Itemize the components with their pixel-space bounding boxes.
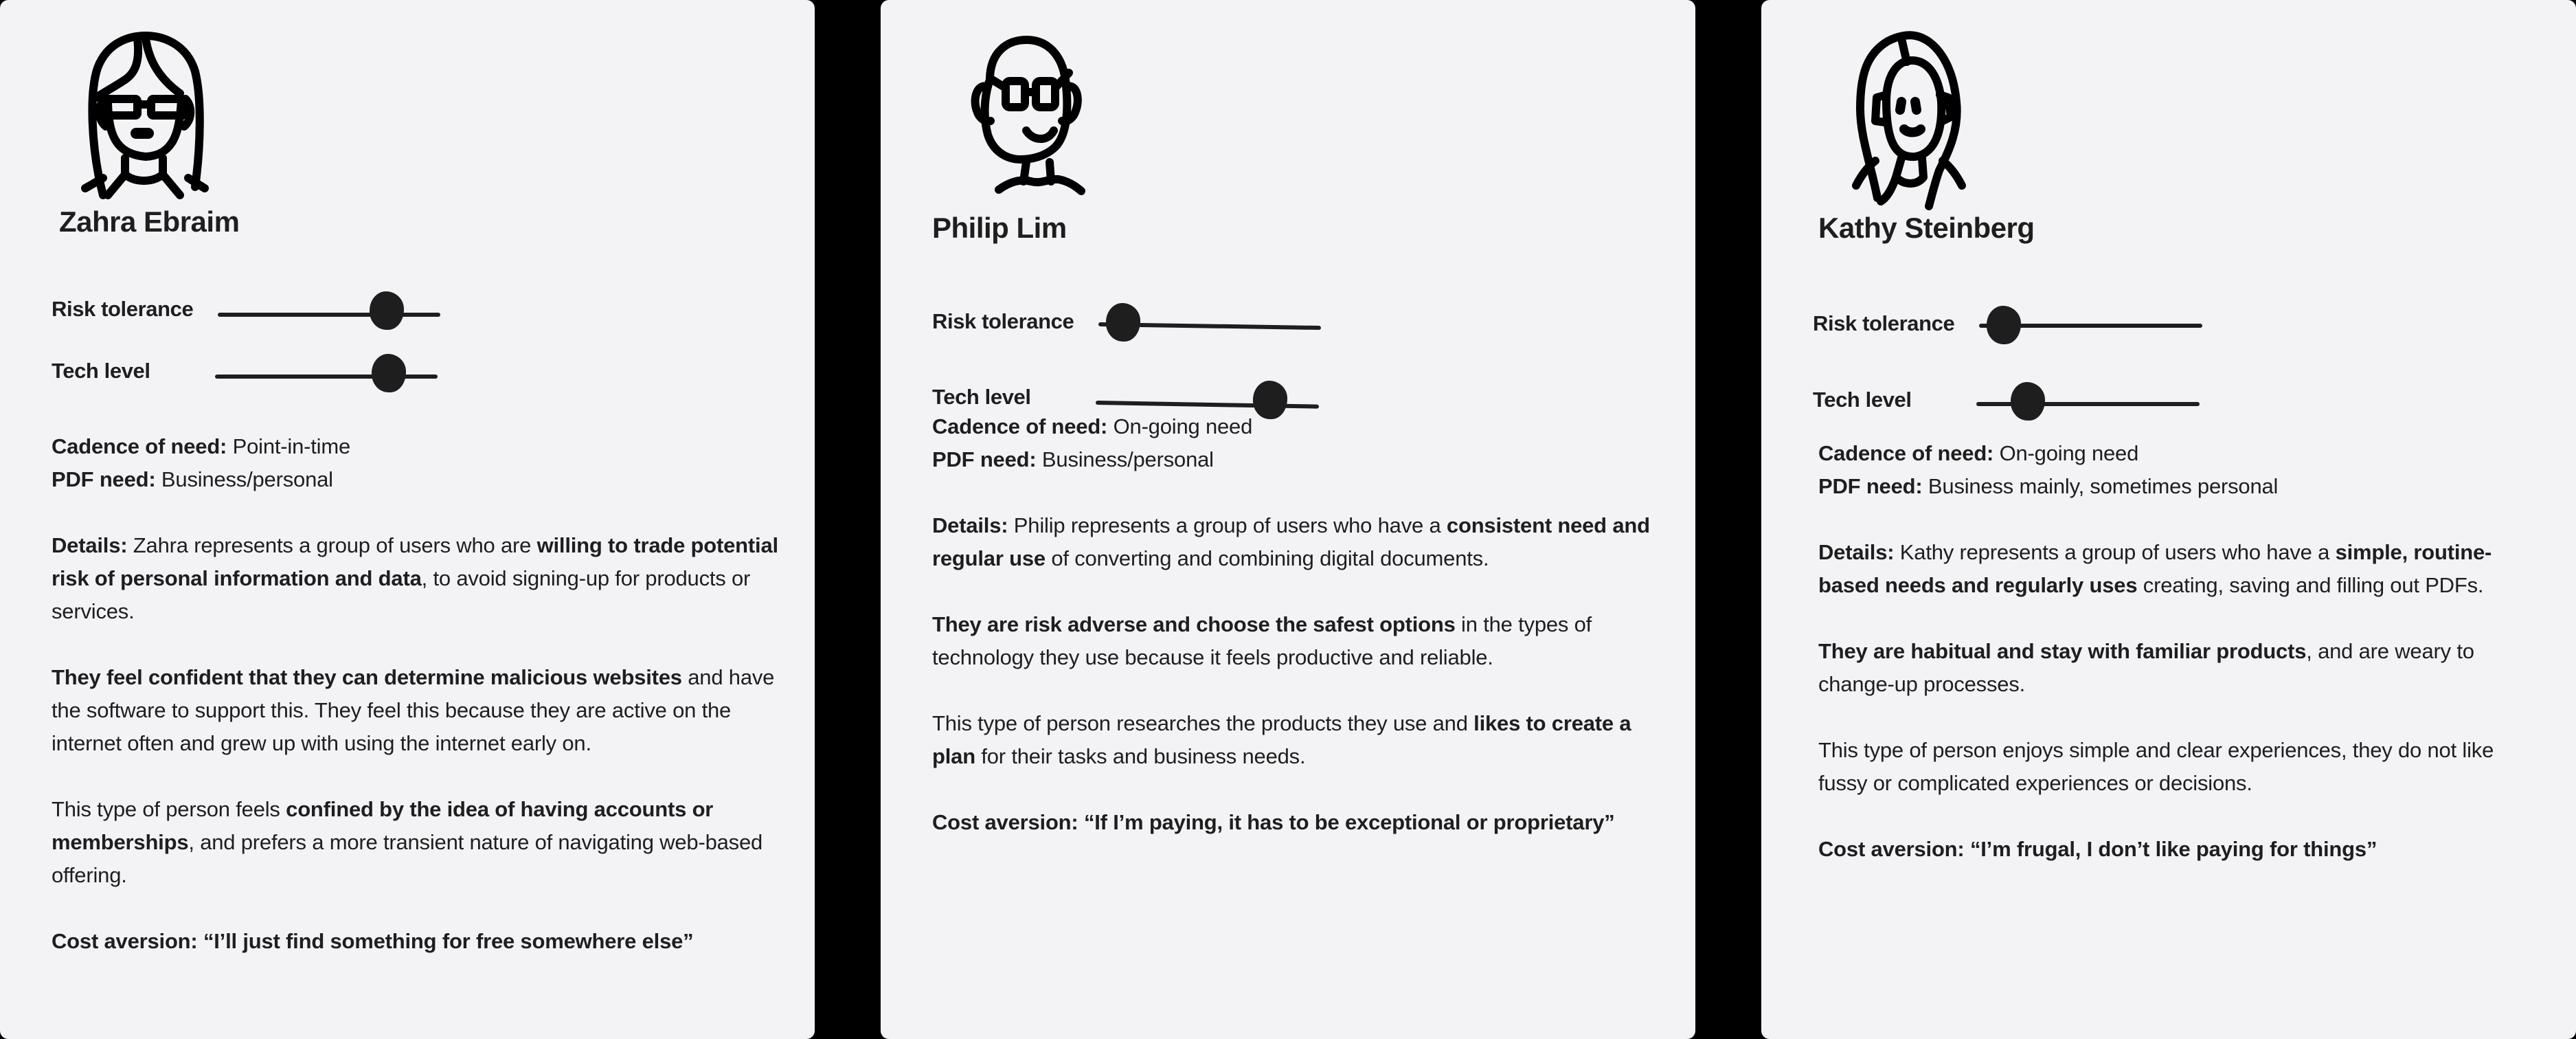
- behavior-paragraph: [932, 608, 1671, 674]
- body-text: , and prefers a more transient nature of navigating web-based offering.: [52, 830, 763, 887]
- risk-tolerance-knob[interactable]: [1106, 303, 1140, 342]
- body-text: and have the software to support this. They feel this because they are active on the internet often and grew up with using the internet early on.: [52, 665, 775, 755]
- behavior-paragraph: [52, 661, 790, 760]
- persona-name: Zahra Ebraim: [59, 205, 240, 238]
- cost-aversion-line: [52, 925, 790, 958]
- details-paragraph: [52, 529, 790, 628]
- persona-card-philip: [881, 0, 1695, 1039]
- emphasis-text: They feel confident that they can determine malicious websites: [52, 665, 682, 689]
- body-text: This type of person feels: [52, 797, 286, 821]
- tech-level-track[interactable]: [1976, 402, 2200, 406]
- persona-name: Philip Lim: [932, 212, 1067, 244]
- pdf-need-value: Business/personal: [161, 467, 333, 491]
- tech-level-slider-row: [52, 353, 532, 392]
- body-text: , and are weary to change-up processes.: [1818, 639, 2474, 696]
- body-text: This type of person researches the products they use and: [932, 711, 1474, 735]
- risk-tolerance-knob[interactable]: [370, 291, 404, 330]
- pdf-need-line: [1818, 470, 2546, 503]
- body-text: Philip represents a group of users who have a: [1008, 513, 1447, 537]
- emphasis-text: simple, routine-based needs and regularly uses: [1818, 540, 2492, 597]
- cost-aversion-label: Cost aversion:: [1818, 837, 1965, 861]
- body-text: Zahra represents a group of users who are: [127, 533, 537, 557]
- body-text: , to avoid signing-up for products or services.: [52, 566, 751, 623]
- details-paragraph: [932, 509, 1671, 575]
- cadence-line: [932, 410, 1671, 443]
- preference-paragraph: [1818, 734, 2546, 800]
- emphasis-text: Details:: [1818, 540, 1895, 564]
- emphasis-text: They are risk adverse and choose the safest options: [932, 612, 1456, 636]
- risk-tolerance-track[interactable]: [218, 313, 440, 317]
- persona-body: [52, 430, 790, 958]
- cadence-label: Cadence of need:: [932, 414, 1108, 438]
- body-text: in the types of technology they use because it feels productive and reliable.: [932, 612, 1592, 669]
- risk-tolerance-slider-row: [932, 304, 1413, 342]
- body-text: for their tasks and business needs.: [975, 744, 1306, 768]
- pdf-need-label: PDF need:: [1818, 474, 1923, 498]
- cost-aversion-quote: “I’ll just find something for free somewhere else”: [203, 929, 694, 953]
- pdf-need-label: PDF need:: [52, 467, 156, 491]
- slider-label: Tech level: [52, 359, 150, 383]
- tech-level-slider-row: [1813, 382, 2294, 421]
- preference-paragraph: [932, 707, 1671, 773]
- preference-paragraph: [52, 793, 790, 892]
- emphasis-text: willing to trade potential risk of personal information and data: [52, 533, 778, 590]
- tech-level-knob[interactable]: [2011, 382, 2045, 421]
- woman-with-glasses-long-hair-icon: [77, 30, 214, 202]
- slider-label: Risk tolerance: [932, 309, 1074, 333]
- pdf-need-line: [932, 443, 1671, 476]
- pdf-need-value: Business/personal: [1041, 447, 1214, 471]
- emphasis-text: consistent need and regular use: [932, 513, 1650, 570]
- cadence-label: Cadence of need:: [1818, 441, 1994, 465]
- emphasis-text: Details:: [932, 513, 1008, 537]
- risk-tolerance-knob[interactable]: [1987, 306, 2021, 344]
- cost-aversion-quote: “If I’m paying, it has to be exceptional or proprietary”: [1083, 810, 1615, 834]
- emphasis-text: likes to create a plan: [932, 711, 1631, 768]
- slider-label: Tech level: [932, 385, 1031, 409]
- persona-card-zahra: [0, 0, 815, 1039]
- cost-aversion-quote: “I’m frugal, I don’t like paying for things”: [1969, 837, 2377, 861]
- cadence-value: On-going need: [1999, 441, 2139, 465]
- risk-tolerance-slider-row: [52, 291, 532, 330]
- behavior-paragraph: [1818, 635, 2546, 701]
- pdf-need-value: Business mainly, sometimes personal: [1928, 474, 2279, 498]
- persona-name: Kathy Steinberg: [1818, 212, 2035, 244]
- emphasis-text: Details:: [52, 533, 128, 557]
- slider-label: Tech level: [1813, 388, 1912, 412]
- body-text: of converting and combining digital documents.: [1045, 546, 1489, 570]
- details-paragraph: [1818, 536, 2546, 602]
- cadence-label: Cadence of need:: [52, 434, 227, 458]
- cadence-line: [1818, 437, 2546, 470]
- cost-aversion-line: [1818, 833, 2546, 866]
- cost-aversion-line: [932, 806, 1671, 839]
- pdf-need-line: [52, 463, 790, 496]
- cadence-value: On-going need: [1113, 414, 1253, 438]
- woman-with-long-hair-smiling-icon: [1833, 26, 1991, 212]
- bald-man-with-glasses-icon: [952, 32, 1089, 197]
- cadence-value: Point-in-time: [232, 434, 351, 458]
- persona-body: [1818, 437, 2546, 866]
- slider-label: Risk tolerance: [52, 297, 194, 321]
- pdf-need-label: PDF need:: [932, 447, 1037, 471]
- cost-aversion-label: Cost aversion:: [932, 810, 1078, 834]
- risk-tolerance-slider-row: [1813, 306, 2294, 344]
- emphasis-text: They are habitual and stay with familiar products: [1818, 639, 2307, 663]
- persona-card-kathy: [1761, 0, 2576, 1039]
- cadence-line: [52, 430, 790, 463]
- cost-aversion-label: Cost aversion:: [52, 929, 198, 953]
- body-text: creating, saving and filling out PDFs.: [2137, 573, 2484, 597]
- emphasis-text: confined by the idea of having accounts or memberships: [52, 797, 714, 854]
- body-text: This type of person enjoys simple and clear experiences, they do not like fussy or complicated experiences or decisions.: [1818, 738, 2494, 795]
- tech-level-knob[interactable]: [372, 354, 406, 392]
- persona-body: [932, 410, 1671, 839]
- slider-label: Risk tolerance: [1813, 311, 1955, 335]
- body-text: Kathy represents a group of users who have a: [1894, 540, 2336, 564]
